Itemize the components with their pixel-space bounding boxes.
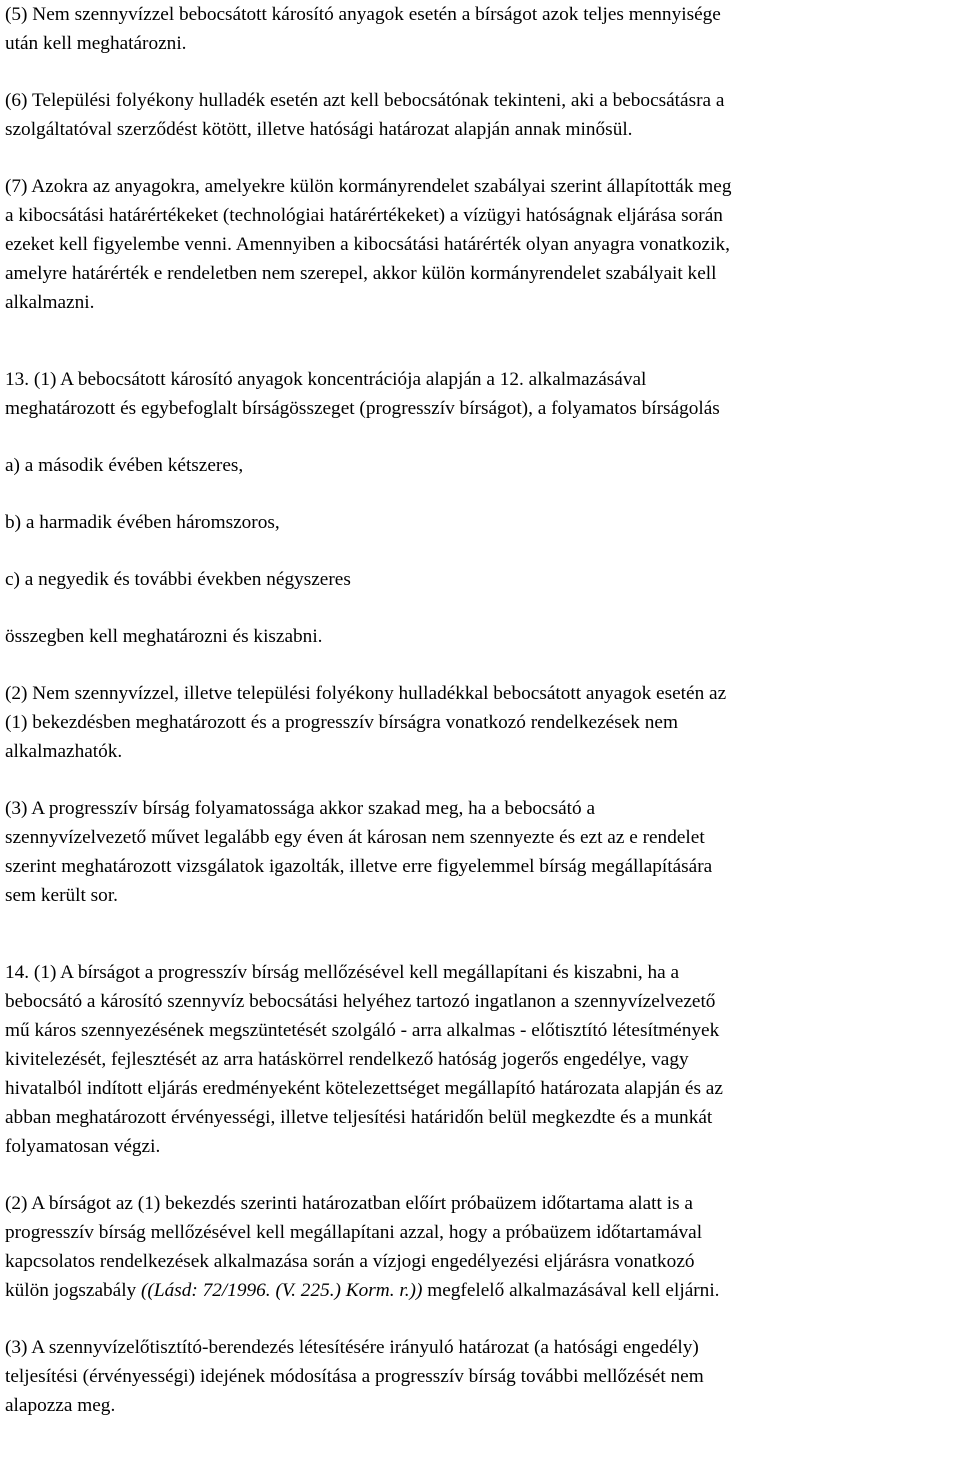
section-13-paragraph-2 bbox=[5, 679, 955, 766]
text-line: alkalmazhatók. bbox=[5, 741, 123, 762]
text-line: ezeket kell figyelembe venni. Amennyiben a kibocsátási határérték olyan anyagra vonatkozik, bbox=[5, 234, 730, 255]
text-fragment: külön jogszabály bbox=[5, 1280, 142, 1301]
text-line: összegben kell meghatározni és kiszabni. bbox=[5, 626, 323, 647]
text-line: (1) bekezdésben meghatározott és a progresszív bírságra vonatkozó rendelkezések nem bbox=[5, 712, 678, 733]
text-line: szerint meghatározott vizsgálatok igazolták, illetve erre figyelemmel bírság megállapítására bbox=[5, 856, 713, 877]
text-line: (6) Települési folyékony hulladék esetén azt kell bebocsátónak tekinteni, aki a bebocsátásra a bbox=[5, 90, 725, 111]
paragraph-7 bbox=[5, 172, 955, 317]
text-line: a kibocsátási határértékeket (technológiai határértékeket) a vízügyi hatóságnak eljárása során bbox=[5, 205, 723, 226]
section-13-paragraph-3 bbox=[5, 794, 955, 910]
section-14-heading-line: 14. (1) A bírságot a progresszív bírság mellőzésével kell megállapítani és kiszabni, ha a bbox=[5, 962, 680, 983]
text-line: alapozza meg. bbox=[5, 1395, 116, 1416]
section-13-closing bbox=[5, 622, 955, 651]
text-line: bebocsátó a károsító szennyvíz bebocsátási helyéhez tartozó ingatlanon a szennyvízelvezető bbox=[5, 991, 716, 1012]
text-line: (3) A szennyvízelőtisztító-berendezés létesítésére irányuló határozat (a hatósági engedély) bbox=[5, 1337, 699, 1358]
text-line: (2) Nem szennyvízzel, illetve települési folyékony hulladékkal bebocsátott anyagok esetén az bbox=[5, 683, 727, 704]
text-line: szennyvízelvezető művet legalább egy éven át károsan nem szennyezte és ezt az e rendelet bbox=[5, 827, 705, 848]
section-13 bbox=[5, 365, 955, 423]
text-line: alkalmazni. bbox=[5, 292, 95, 313]
text-line: kivitelezését, fejlesztését az arra hatáskörrel rendelkező hatóság jogerős engedélye, vagy bbox=[5, 1049, 689, 1070]
list-item: c) a negyedik és további években négyszeres bbox=[5, 569, 351, 590]
section-14-paragraph-2 bbox=[5, 1189, 955, 1305]
list-item-a bbox=[5, 451, 955, 480]
list-item-c bbox=[5, 565, 955, 594]
paragraph-6 bbox=[5, 86, 955, 144]
text-line: szolgáltatóval szerződést kötött, illetve hatósági határozat alapján annak minősül. bbox=[5, 119, 633, 140]
text-line: folyamatosan végzi. bbox=[5, 1136, 161, 1157]
text-line: sem került sor. bbox=[5, 885, 118, 906]
section-14-paragraph-1 bbox=[5, 958, 955, 1161]
document-page bbox=[5, 0, 955, 1420]
text-line bbox=[5, 1276, 955, 1305]
list-item: a) a második évében kétszeres, bbox=[5, 455, 244, 476]
text-line: teljesítési (érvényességi) idejének módosítása a progresszív bírság további mellőzését nem bbox=[5, 1366, 704, 1387]
list-item-b bbox=[5, 508, 955, 537]
text-line: után kell meghatározni. bbox=[5, 33, 187, 54]
section-13-heading-line: 13. (1) A bebocsátott károsító anyagok koncentrációja alapján a 12. alkalmazásával bbox=[5, 369, 647, 390]
text-fragment: megfelelő alkalmazásával kell eljárni. bbox=[422, 1280, 720, 1301]
legal-reference: ((Lásd: 72/1996. (V. 225.) Korm. r.)) bbox=[141, 1280, 423, 1301]
text-line: (5) Nem szennyvízzel bebocsátott károsító anyagok esetén a bírságot azok teljes mennyisége bbox=[5, 4, 721, 25]
list-item: b) a harmadik évében háromszoros, bbox=[5, 512, 280, 533]
text-line: abban meghatározott érvényességi, illetve teljesítési határidőn belül megkezdte és a munkát bbox=[5, 1107, 713, 1128]
text-line: mű káros szennyezésének megszüntetését szolgáló - arra alkalmas - előtisztító létesítmények bbox=[5, 1020, 720, 1041]
text-line: progresszív bírság mellőzésével kell megállapítani azzal, hogy a próbaüzem időtartamával bbox=[5, 1222, 703, 1243]
section-14-paragraph-3 bbox=[5, 1333, 955, 1420]
paragraph-5 bbox=[5, 0, 955, 58]
text-line: amelyre határérték e rendeletben nem szerepel, akkor külön kormányrendelet szabályait kell bbox=[5, 263, 717, 284]
text-line: (3) A progresszív bírság folyamatossága akkor szakad meg, ha a bebocsátó a bbox=[5, 798, 596, 819]
text-line: (7) Azokra az anyagokra, amelyekre külön kormányrendelet szabályai szerint állapították meg bbox=[5, 176, 732, 197]
text-line: meghatározott és egybefoglalt bírságösszeget (progresszív bírságot), a folyamatos bírságolás bbox=[5, 398, 720, 419]
text-line: (2) A bírságot az (1) bekezdés szerinti határozatban előírt próbaüzem időtartama alatt is a bbox=[5, 1193, 693, 1214]
text-line: kapcsolatos rendelkezések alkalmazása során a vízjogi engedélyezési eljárásra vonatkozó bbox=[5, 1251, 695, 1272]
text-line: hivatalból indított eljárás eredményeként kötelezettséget megállapító határozata alapján és az bbox=[5, 1078, 723, 1099]
